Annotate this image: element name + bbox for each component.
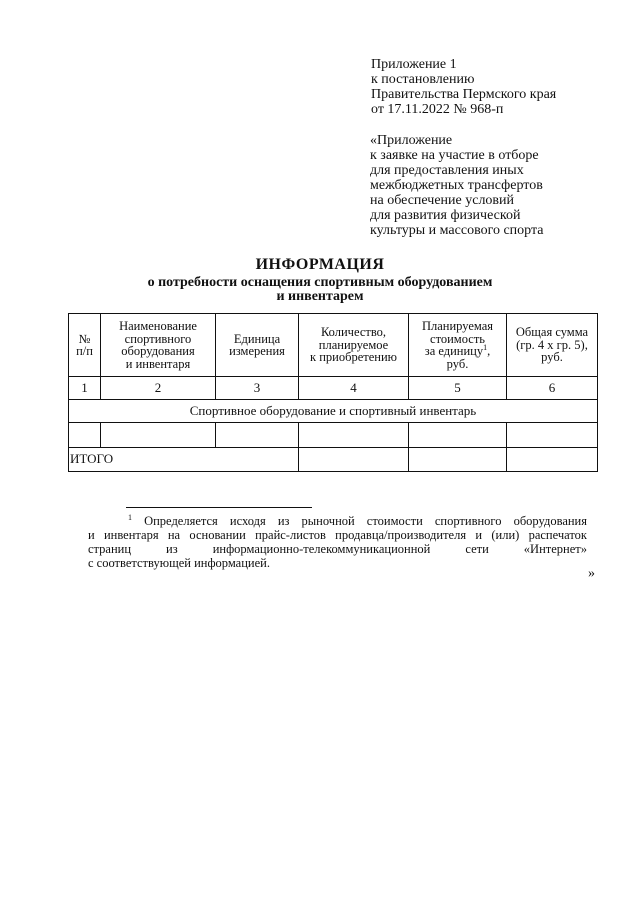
appendix-line: от 17.11.2022 № 968-п (371, 102, 504, 117)
footnote-mark: 1 (483, 342, 488, 352)
footnote-line-4: с соответствующей информацией. (88, 556, 270, 570)
header-cell-name: Наименование спортивного оборудования и инвентаря (101, 314, 216, 377)
section-row (69, 400, 598, 423)
header-cell-unit: Единица измерения (216, 314, 299, 377)
column-number: 5 (409, 377, 507, 400)
appendix2-line: межбюджетных трансфертов (370, 178, 543, 193)
appendix2-line: «Приложение (370, 133, 453, 148)
footnote-line-1: $^1$ Определяется исходя из рыночной стоимости спортивного оборудования (128, 512, 587, 528)
table-header-row (69, 314, 598, 377)
document-title: ИНФОРМАЦИЯ (255, 256, 385, 273)
header-cell-unit-cost: Планируемая стоимость за единицу$^1$, руб. (409, 314, 507, 377)
subtitle-line-2: и инвентарем (276, 289, 364, 304)
application-appendix-reference (370, 133, 544, 238)
appendix2-line: к заявке на участие в отборе (370, 148, 539, 163)
footnote-line-2: и инвентаря на основании прайс-листов продавца/производителя и (или) распечаток (88, 528, 587, 542)
header-cell-number: № п/п (69, 314, 101, 377)
table-cell (507, 448, 598, 472)
header-cell-total-sum: Общая сумма (гр. 4 х гр. 5), руб. (507, 314, 598, 377)
table-cell (409, 448, 507, 472)
column-number: 4 (299, 377, 409, 400)
table-cell (216, 423, 299, 448)
equipment-needs-table (68, 313, 598, 472)
subtitle-line-1: о потребности оснащения спортивным оборудованием (147, 275, 493, 290)
document-subtitle (0, 276, 640, 304)
total-label: ИТОГО (69, 448, 299, 472)
table-cell (409, 423, 507, 448)
closing-quote: » (588, 566, 595, 581)
appendix-reference (371, 57, 556, 117)
appendix2-line: для предоставления иных (370, 163, 524, 178)
appendix2-line: для развития физической (370, 208, 521, 223)
column-number-row (69, 377, 598, 400)
appendix2-line: культуры и массового спорта (370, 223, 544, 238)
appendix-line: к постановлению (371, 72, 475, 87)
column-number: 6 (507, 377, 598, 400)
table-cell (299, 448, 409, 472)
column-number: 2 (101, 377, 216, 400)
table-cell (299, 423, 409, 448)
appendix2-line: на обеспечение условий (370, 193, 515, 208)
column-number: 3 (216, 377, 299, 400)
section-title: Спортивное оборудование и спортивный инвентарь (69, 400, 598, 423)
table-row (69, 423, 598, 448)
footnote-mark: 1 (128, 512, 132, 522)
header-cell-quantity: Количество, планируемое к приобретению (299, 314, 409, 377)
table-cell (69, 423, 101, 448)
footnote-separator (126, 507, 312, 508)
table-cell (507, 423, 598, 448)
column-number: 1 (69, 377, 101, 400)
total-row (69, 448, 598, 472)
appendix-line: Правительства Пермского края (371, 87, 557, 102)
appendix-line: Приложение 1 (371, 57, 457, 72)
table-cell (101, 423, 216, 448)
footnote (88, 514, 587, 570)
footnote-line-3: страниц из информационно-телекоммуникационной сети «Интернет» (88, 542, 587, 556)
